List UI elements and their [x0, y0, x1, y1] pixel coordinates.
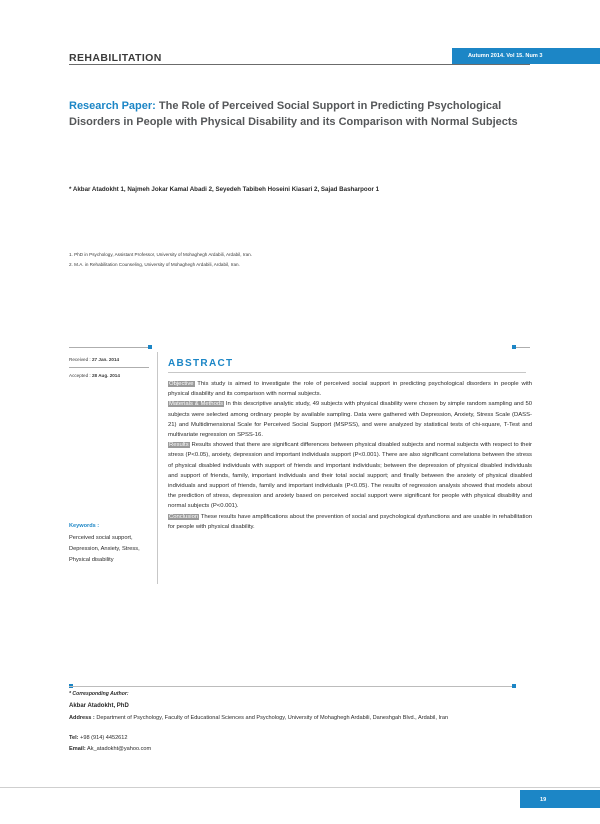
corr-right-dot	[512, 684, 516, 688]
abstract-conclusion: Conclusion These results have amplifications about the prevention of social and psychological dysfunctions and are usable in rehabilitation for people with physical disability.	[168, 513, 532, 530]
affiliation-1: 1. PhD in Psychology, Assistant Professor, University of Mohaghegh Ardabili, Ardabil, Iran.	[69, 252, 252, 257]
abstract-heading: ABSTRACT	[168, 358, 234, 369]
keywords-heading: Keywords :	[69, 523, 100, 529]
accepted-date: Accepted : 28 Aug. 2014	[69, 373, 120, 378]
abstract-methods: Materials & Methods In this descriptive analytic study, 49 subjects with physical disability were chosen by simple random sampling and 50 subjects were selected among ordinary people by available sampling. Data were gathered with Depression, Anxiety, Stress Scale (DASS-21) and Multidimensional Scale for Perceived Social Support (MSPSS), and were analyzed by statistical tests of chi-square, T-Test and multivariate regression on SPSS-16.	[168, 401, 532, 439]
corr-tel: Tel: +98 (914) 4452612	[69, 735, 128, 741]
title-text: The Role of Perceived Social Support in Predicting Psychological Disorders in People with Physical Disability and its Comparison with Normal Subjects	[69, 100, 518, 128]
abstract-body	[168, 379, 532, 532]
date-divider	[69, 367, 149, 368]
abstract-results: Results Results showed that there are significant differences between physical disabled subjects and normal subjects with respect to their stress (P<0.05), anxiety, depression and important individuals support (P<0.001). There are also significant correlations between the stress of physical disabled individuals with support of friends and important individuals; between the depression of physical disabled individuals and support of friends, family, important individuals and their total social support; and finally between the anxiety of physical disabled individuals and support of friends, family and important individuals (P<0.05). The results of regression analysis showed that models about the prediction of stress, depression and anxiety based on perceived social support were significant for people with physical disability and normal subjects (P<0.001).	[168, 442, 532, 510]
corr-address: Address : Department of Psychology, Faculty of Educational Sciences and Psychology, University of Mohaghegh Ardabili, Daneshgah Blvd., Ardabil, Iran	[69, 715, 449, 721]
page-number: 19	[520, 790, 600, 808]
column-divider	[157, 352, 158, 584]
right-top-rule	[516, 347, 530, 348]
affiliations	[69, 250, 252, 269]
issue-tab: Autumn 2014. Vol 15. Num 3	[452, 48, 600, 64]
corr-email: Email: Ak_atadokht@yahoo.com	[69, 746, 152, 752]
article-title	[69, 98, 533, 130]
corr-name: Akbar Atadokht, PhD	[69, 703, 129, 709]
header-rule	[69, 64, 530, 65]
journal-name: REHABILITATION	[69, 52, 162, 64]
keywords-list: Perceived social support, Depression, Anxiety, Stress, Physical disability	[69, 535, 140, 563]
abstract-objective: Objective This study is aimed to investigate the role of perceived social support in predicting psychological disorders in people with physical disability and its comparison with normal subjects.	[168, 381, 532, 398]
abstract-rule	[168, 372, 526, 373]
corr-heading: * Corresponding Author:	[69, 691, 129, 697]
affiliation-2: 2. M.A. in Rehabilitation Counseling, University of Mohaghegh Ardabili, Ardabil, Iran.	[69, 261, 240, 267]
author-list: * Akbar Atadokht 1, Najmeh Jokar Kamal Abadi 2, Seyedeh Tabibeh Hoseini Kiasari 2, Sajad Basharpoor 1	[69, 186, 380, 193]
paper-type-label: Research Paper:	[69, 100, 156, 112]
left-rule-dot	[148, 345, 152, 349]
left-top-rule	[69, 347, 149, 348]
footer-rule	[0, 787, 600, 788]
corr-rule	[69, 686, 515, 687]
received-date: Received : 27 Jan. 2014	[69, 357, 120, 362]
